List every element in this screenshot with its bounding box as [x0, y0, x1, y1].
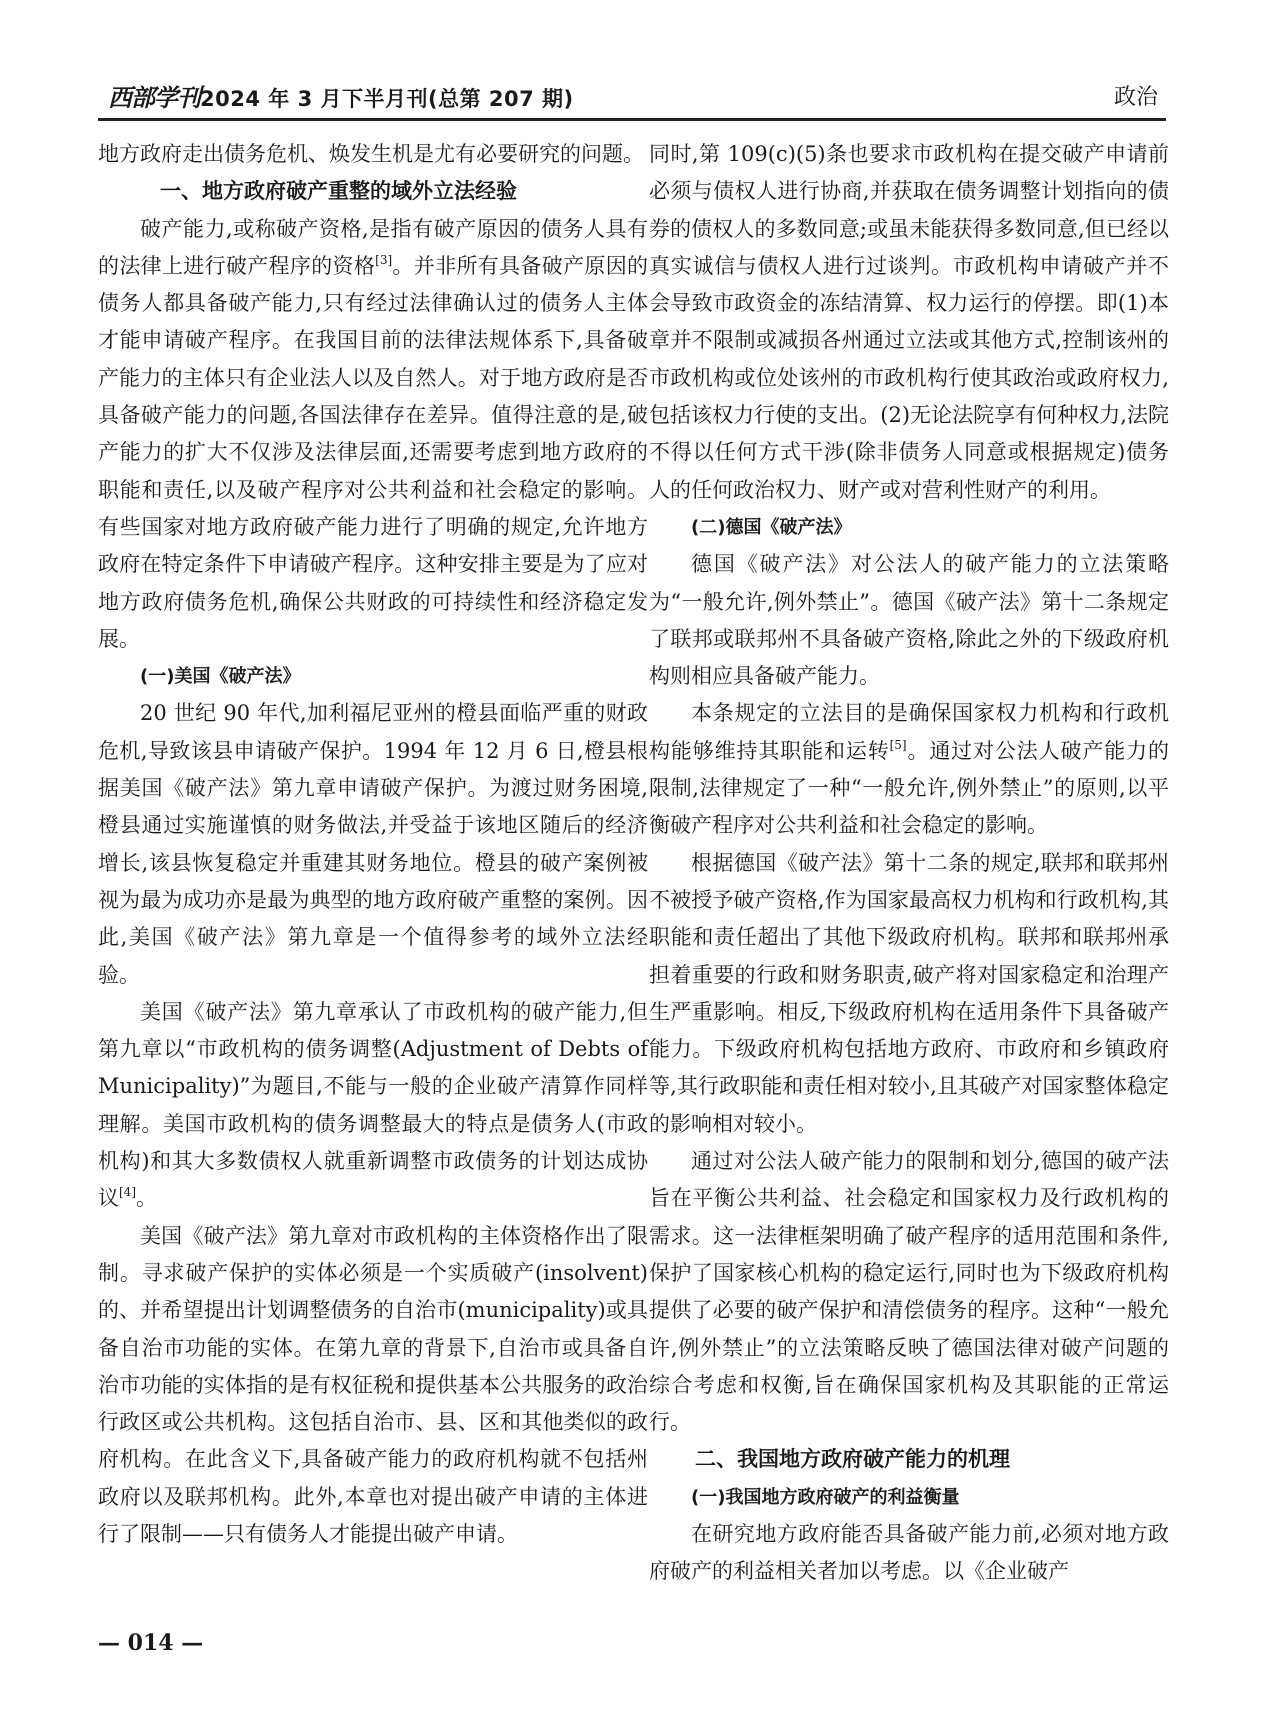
section-label: 政治 — [1113, 85, 1158, 110]
body-paragraph — [649, 845, 1169, 1143]
paragraph-text: 一、地方政府破产重整的域外立法经验 — [160, 179, 517, 204]
issue-label: 2024 年 3 月下半月刊(总第 207 期) — [200, 87, 574, 111]
body-paragraph — [649, 1143, 1169, 1441]
paragraph-text: 破产能力,或称破产资格,是指有破产原因的债务人具有的法律上进行破产程序的资格 — [98, 216, 648, 278]
body-paragraph — [98, 695, 648, 993]
paragraph-text: 同时,第 109(c)(5)条也要求市政机构在提交破产申请前必须与债权人进行协商,并获取在债务调整计划指向的债券的债权人的多数同意;或虽未能获得多数同意,但已经以真实诚信与债权人进行过谈判。市政机构申请破产并不会导致市政资金的冻结清算、权力运行的停摆。即(1)本章并不限制或减损各州通过立法或其他方式,控制该州的市政机构或位处该州的市政机构行使其政治或政府权力,包括该权力行使的支出。(2)无论法院享有何种权力,法院不得以任何方式干涉(除非债务人同意或根据规定)债务人的任何政治权力、财产或对营利性财产的利用。 — [649, 142, 1169, 502]
paragraph-text: 在研究地方政府能否具备破产能力前,必须对地方政府破产的利益相关者加以考虑。以《企业破产 — [649, 1521, 1169, 1584]
paragraph-text: 美国《破产法》第九章承认了市政机构的破产能力,但第九章以“市政机构的债务调整(Adjustment of Debts of Municipality)”为题目,不能与一般的企业破产清算作同样理解。美国市政机构的债务调整最大的特点是债务人(市政机构)和其大多数债权人就重新调整市政债务的计划达成协议 — [98, 999, 648, 1211]
paragraph-text-tail: 。 — [136, 1186, 157, 1211]
body-paragraph — [98, 136, 648, 173]
citation-ref: [4] — [119, 1185, 136, 1200]
section-heading — [649, 1441, 1169, 1478]
body-paragraph — [649, 1516, 1169, 1591]
paragraph-text-tail: 。通过对公法人破产能力的限制,法律规定了一种“一般允许,例外禁止”的原则,以平衡破产程序对公共利益和社会稳定的影响。 — [649, 738, 1170, 838]
paragraph-text-tail: 。并非所有具备破产原因的债务人都具备破产能力,只有经过法律确认过的债务人主体才能申请破产程序。在我国目前的法律法规体系下,具备破产能力的主体只有企业法人以及自然人。对于地方政府是否具备破产能力的问题,各国法律存在差异。值得注意的是,破产能力的扩大不仅涉及法律层面,还需要考虑到地方政府的职能和责任,以及破产程序对公共利益和社会稳定的影响。有些国家对地方政府破产能力进行了明确的规定,允许地方政府在特定条件下申请破产程序。这种安排主要是为了应对地方政府债务危机,确保公共财政的可持续性和经济稳定发展。 — [98, 253, 649, 651]
subsection-heading — [98, 658, 648, 695]
paragraph-text: 本条规定的立法目的是确保国家权力机构和行政机构能够维持其职能和运转 — [649, 701, 1169, 763]
body-paragraph — [98, 211, 648, 659]
paragraph-text: 通过对公法人破产能力的限制和划分,德国的破产法旨在平衡公共利益、社会稳定和国家权力及行政机构的需求。这一法律框架明确了破产程序的适用范围和条件,保护了国家核心机构的稳定运行,同时也为下级政府机构提供了必要的破产保护和清偿债务的程序。这种“一般允许,例外禁止”的立法策略反映了德国法律对破产问题的综合考虑和权衡,旨在确保国家机构及其职能的正常运行。 — [649, 1149, 1169, 1435]
body-paragraph — [649, 695, 1169, 844]
paragraph-text: (一)我国地方政府破产的利益衡量 — [691, 1486, 960, 1508]
section-heading — [98, 173, 648, 210]
body-paragraph — [98, 1218, 648, 1554]
paragraph-text: 20 世纪 90 年代,加利福尼亚州的橙县面临严重的财政危机,导致该县申请破产保护。1994 年 12 月 6 日,橙县根据美国《破产法》第九章申请破产保护。为渡过财务困境,橙县通过实施谨慎的财务做法,并受益于该地区随后的经济增长,该县恢复稳定并重建其财务地位。橙县的破产案例被视为最为成功亦是最为典型的地方政府破产重整的案例。因此,美国《破产法》第九章是一个值得参考的域外立法经验。 — [98, 701, 648, 987]
body-paragraph — [649, 136, 1169, 509]
subsection-heading — [649, 509, 1169, 546]
paragraph-text: 德国《破产法》对公法人的破产能力的立法策略为“一般允许,例外禁止”。德国《破产法》第十二条规定了联邦或联邦州不具备破产资格,除此之外的下级政府机构则相应具备破产能力。 — [649, 552, 1169, 689]
paragraph-text: 二、我国地方政府破产能力的机理 — [695, 1447, 1010, 1472]
citation-ref: [3] — [375, 252, 393, 267]
right-column — [649, 136, 1169, 1591]
subsection-heading — [649, 1479, 1169, 1516]
citation-ref: [5] — [889, 737, 907, 752]
running-header — [98, 84, 1166, 121]
paragraph-text: 美国《破产法》第九章对市政机构的主体资格作出了限制。寻求破产保护的实体必须是一个实质破产(insolvent)的、并希望提出计划调整债务的自治市(municipality)或具备自治市功能的实体。在第九章的背景下,自治市或具备自治市功能的实体指的是有权征税和提供基本公共服务的政治行政区或公共机构。这包括自治市、县、区和其他类似的政府机构。在此含义下,具备破产能力的政府机构就不包括州政府以及联邦机构。此外,本章也对提出破产申请的主体进行了限制——只有债务人才能提出破产申请。 — [98, 1223, 648, 1546]
body-paragraph — [98, 994, 648, 1218]
paragraph-text: 地方政府走出债务危机、焕发生机是尤有必要研究的问题。 — [98, 142, 644, 166]
left-column — [98, 136, 648, 1553]
body-paragraph — [649, 546, 1169, 695]
paragraph-text: (一)美国《破产法》 — [140, 666, 301, 688]
page-number: — 014 — — [98, 1630, 204, 1656]
journal-issue-line — [108, 84, 574, 113]
paragraph-text: 根据德国《破产法》第十二条的规定,联邦和联邦州不被授予破产资格,作为国家最高权力机构和行政机构,其职能和责任超出了其他下级政府机构。联邦和联邦州承担着重要的行政和财务职责,破产将对国家稳定和治理产生严重影响。相反,下级政府机构在适用条件下具备破产能力。下级政府机构包括地方政府、市政府和乡镇政府等,其行政职能和责任相对较小,且其破产对国家整体稳定的影响相对较小。 — [649, 850, 1169, 1136]
journal-logo: 西部学刊 — [108, 83, 200, 112]
paragraph-text: (二)德国《破产法》 — [691, 516, 852, 538]
